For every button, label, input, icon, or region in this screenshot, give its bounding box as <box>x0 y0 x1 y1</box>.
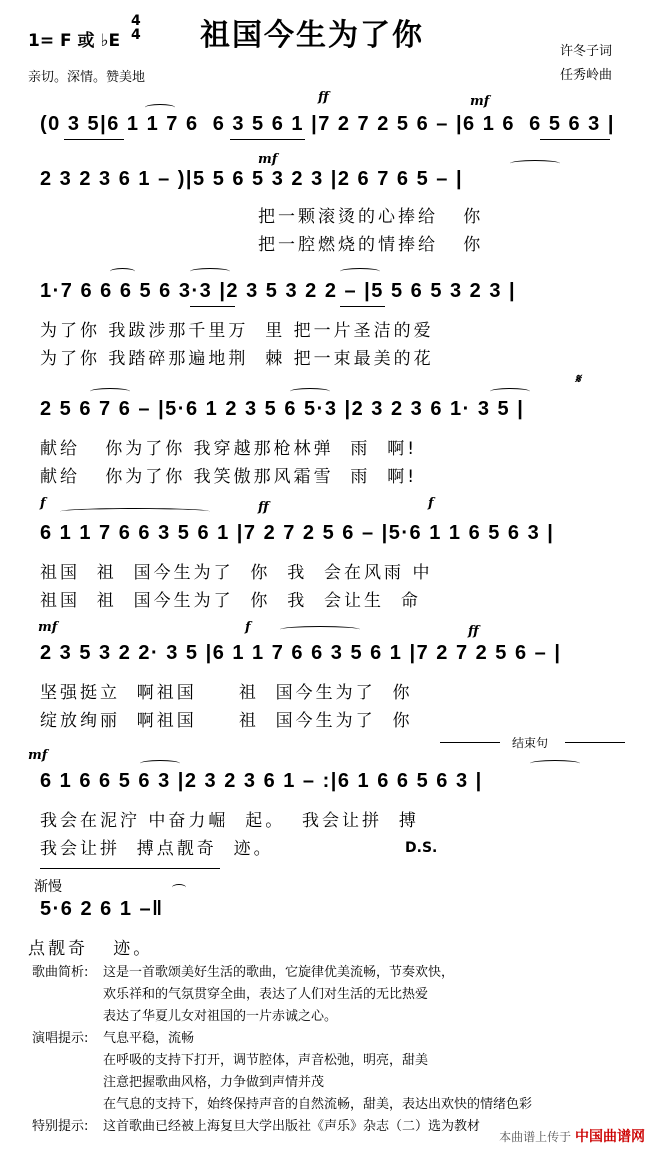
notation-line: 6 1 1 7 6 6 3 5 6 1 |7 2 7 2 5 6 – |5·6 1 1 6 5 6 3 | <box>40 522 555 544</box>
lyric-line: 绽放绚丽 啊祖国 祖 国今生为了 你 <box>40 711 413 731</box>
notation-line: 5·6 2 6 1 –‖ <box>40 898 164 920</box>
dynamic-mark: mf <box>38 620 58 635</box>
tips-line: 注意把握歌曲风格，力争做到声情并茂 <box>103 1075 325 1090</box>
lyric-line: 把一腔燃烧的情捧给 你 <box>258 235 484 255</box>
lyric-line: 祖国 祖 国今生为了 你 我 会在风雨 中 <box>40 563 433 583</box>
notation-line: 6 1 6 6 5 6 3 |2 3 2 3 6 1 – :|6 1 6 6 5 6 3 | <box>40 770 483 792</box>
dynamic-mark: ff <box>468 624 479 639</box>
dynamic-mark: mf <box>470 94 490 109</box>
tips-line: 气息平稳，流畅 <box>103 1031 195 1046</box>
key-signature: 1= F 或 ♭E 4 4 <box>28 13 141 51</box>
watermark: 本曲谱上传于 中国曲谱网 <box>499 1129 645 1145</box>
lyric-line: 献给 你为了你 我穿越那枪林弹 雨 啊! <box>40 439 418 459</box>
intro-line: 表达了华夏儿女对祖国的一片赤诚之心。 <box>103 1009 338 1024</box>
intro-line: 欢乐祥和的气氛贯穿全曲，表达了人们对生活的无比热爱 <box>103 987 429 1002</box>
dynamic-mark: f <box>40 496 46 511</box>
notation-line: (0 3 5|6 1 1 7 6 6 3 5 6 1 |7 2 7 2 5 6 – |6 1 6 6 5 6 3 | <box>40 113 615 135</box>
tempo-marking: 亲切。深情。赞美地 <box>28 70 146 85</box>
lyric-line: 我会在泥泞 中奋力崛 起。 我会让拼 搏 <box>40 811 419 831</box>
dynamic-mark: f <box>428 496 434 511</box>
lyric-line: 祖国 祖 国今生为了 你 我 会让生 命 <box>40 591 421 611</box>
composer: 任秀岭曲 <box>560 68 613 83</box>
dynamic-mark: f <box>245 620 251 635</box>
lyric-line: 为了你 我跋涉那千里万 里 把一片圣洁的爱 <box>40 321 434 341</box>
special-label: 特别提示: <box>32 1119 89 1134</box>
intro-label: 歌曲简析: <box>32 965 89 980</box>
dynamic-mark: mf <box>258 152 278 167</box>
lyric-line: 把一颗滚烫的心捧给 你 <box>258 207 484 227</box>
lyric-line: 坚强挺立 啊祖国 祖 国今生为了 你 <box>40 683 413 703</box>
tips-line: 在呼吸的支持下打开，调节腔体，声音松弛，明亮，甜美 <box>103 1053 429 1068</box>
tips-line: 在气息的支持下，始终保持声音的自然流畅，甜美，表达出欢快的情绪色彩 <box>103 1097 533 1112</box>
notation-line: 2 3 2 3 6 1 – )|5 5 6 5 3 2 3 |2 6 7 6 5 – | <box>40 168 464 190</box>
lyric-line: 我会让拼 搏点靓奇 迹。 <box>40 839 274 859</box>
special-line: 这首歌曲已经被上海复旦大学出版社《声乐》杂志（二）选为教材 <box>103 1119 481 1134</box>
tips-label: 演唱提示: <box>32 1031 89 1046</box>
lyric-line: 为了你 我踏碎那遍地荆 棘 把一束最美的花 <box>40 349 434 369</box>
time-signature: 4 4 <box>131 13 141 43</box>
lyricist: 许冬子词 <box>560 44 613 59</box>
intro-line: 这是一首歌颂美好生活的歌曲，它旋律优美流畅，节奏欢快， <box>103 965 455 980</box>
tempo-change: 渐慢 <box>34 879 62 895</box>
dynamic-mark: ff <box>258 500 269 515</box>
lyric-line: 点靓奇 迹。 <box>28 939 154 959</box>
dynamic-mark: ff <box>318 90 329 105</box>
segno-mark: 𝄋 <box>575 372 581 387</box>
notation-line: 2 3 5 3 2 2· 3 5 |6 1 1 7 6 6 3 5 6 1 |7 2 7 2 5 6 – | <box>40 642 562 664</box>
song-title: 祖国今生为了你 <box>200 18 424 53</box>
notation-line: 1·7 6 6 6 5 6 3·3 |2 3 5 3 2 2 – |5 5 6 5 3 2 3 | <box>40 280 517 302</box>
lyric-line: 献给 你为了你 我笑傲那风霜雪 雨 啊! <box>40 467 418 487</box>
ending-label: 结束句 <box>512 736 549 750</box>
notation-line: 2 5 6 7 6 – |5·6 1 2 3 5 6 5·3 |2 3 2 3 6 1· 3 5 | <box>40 398 525 420</box>
site-brand: 中国曲谱网 <box>575 1129 645 1145</box>
ds-mark: D.S. <box>405 840 438 856</box>
dynamic-mark: mf <box>28 748 48 763</box>
